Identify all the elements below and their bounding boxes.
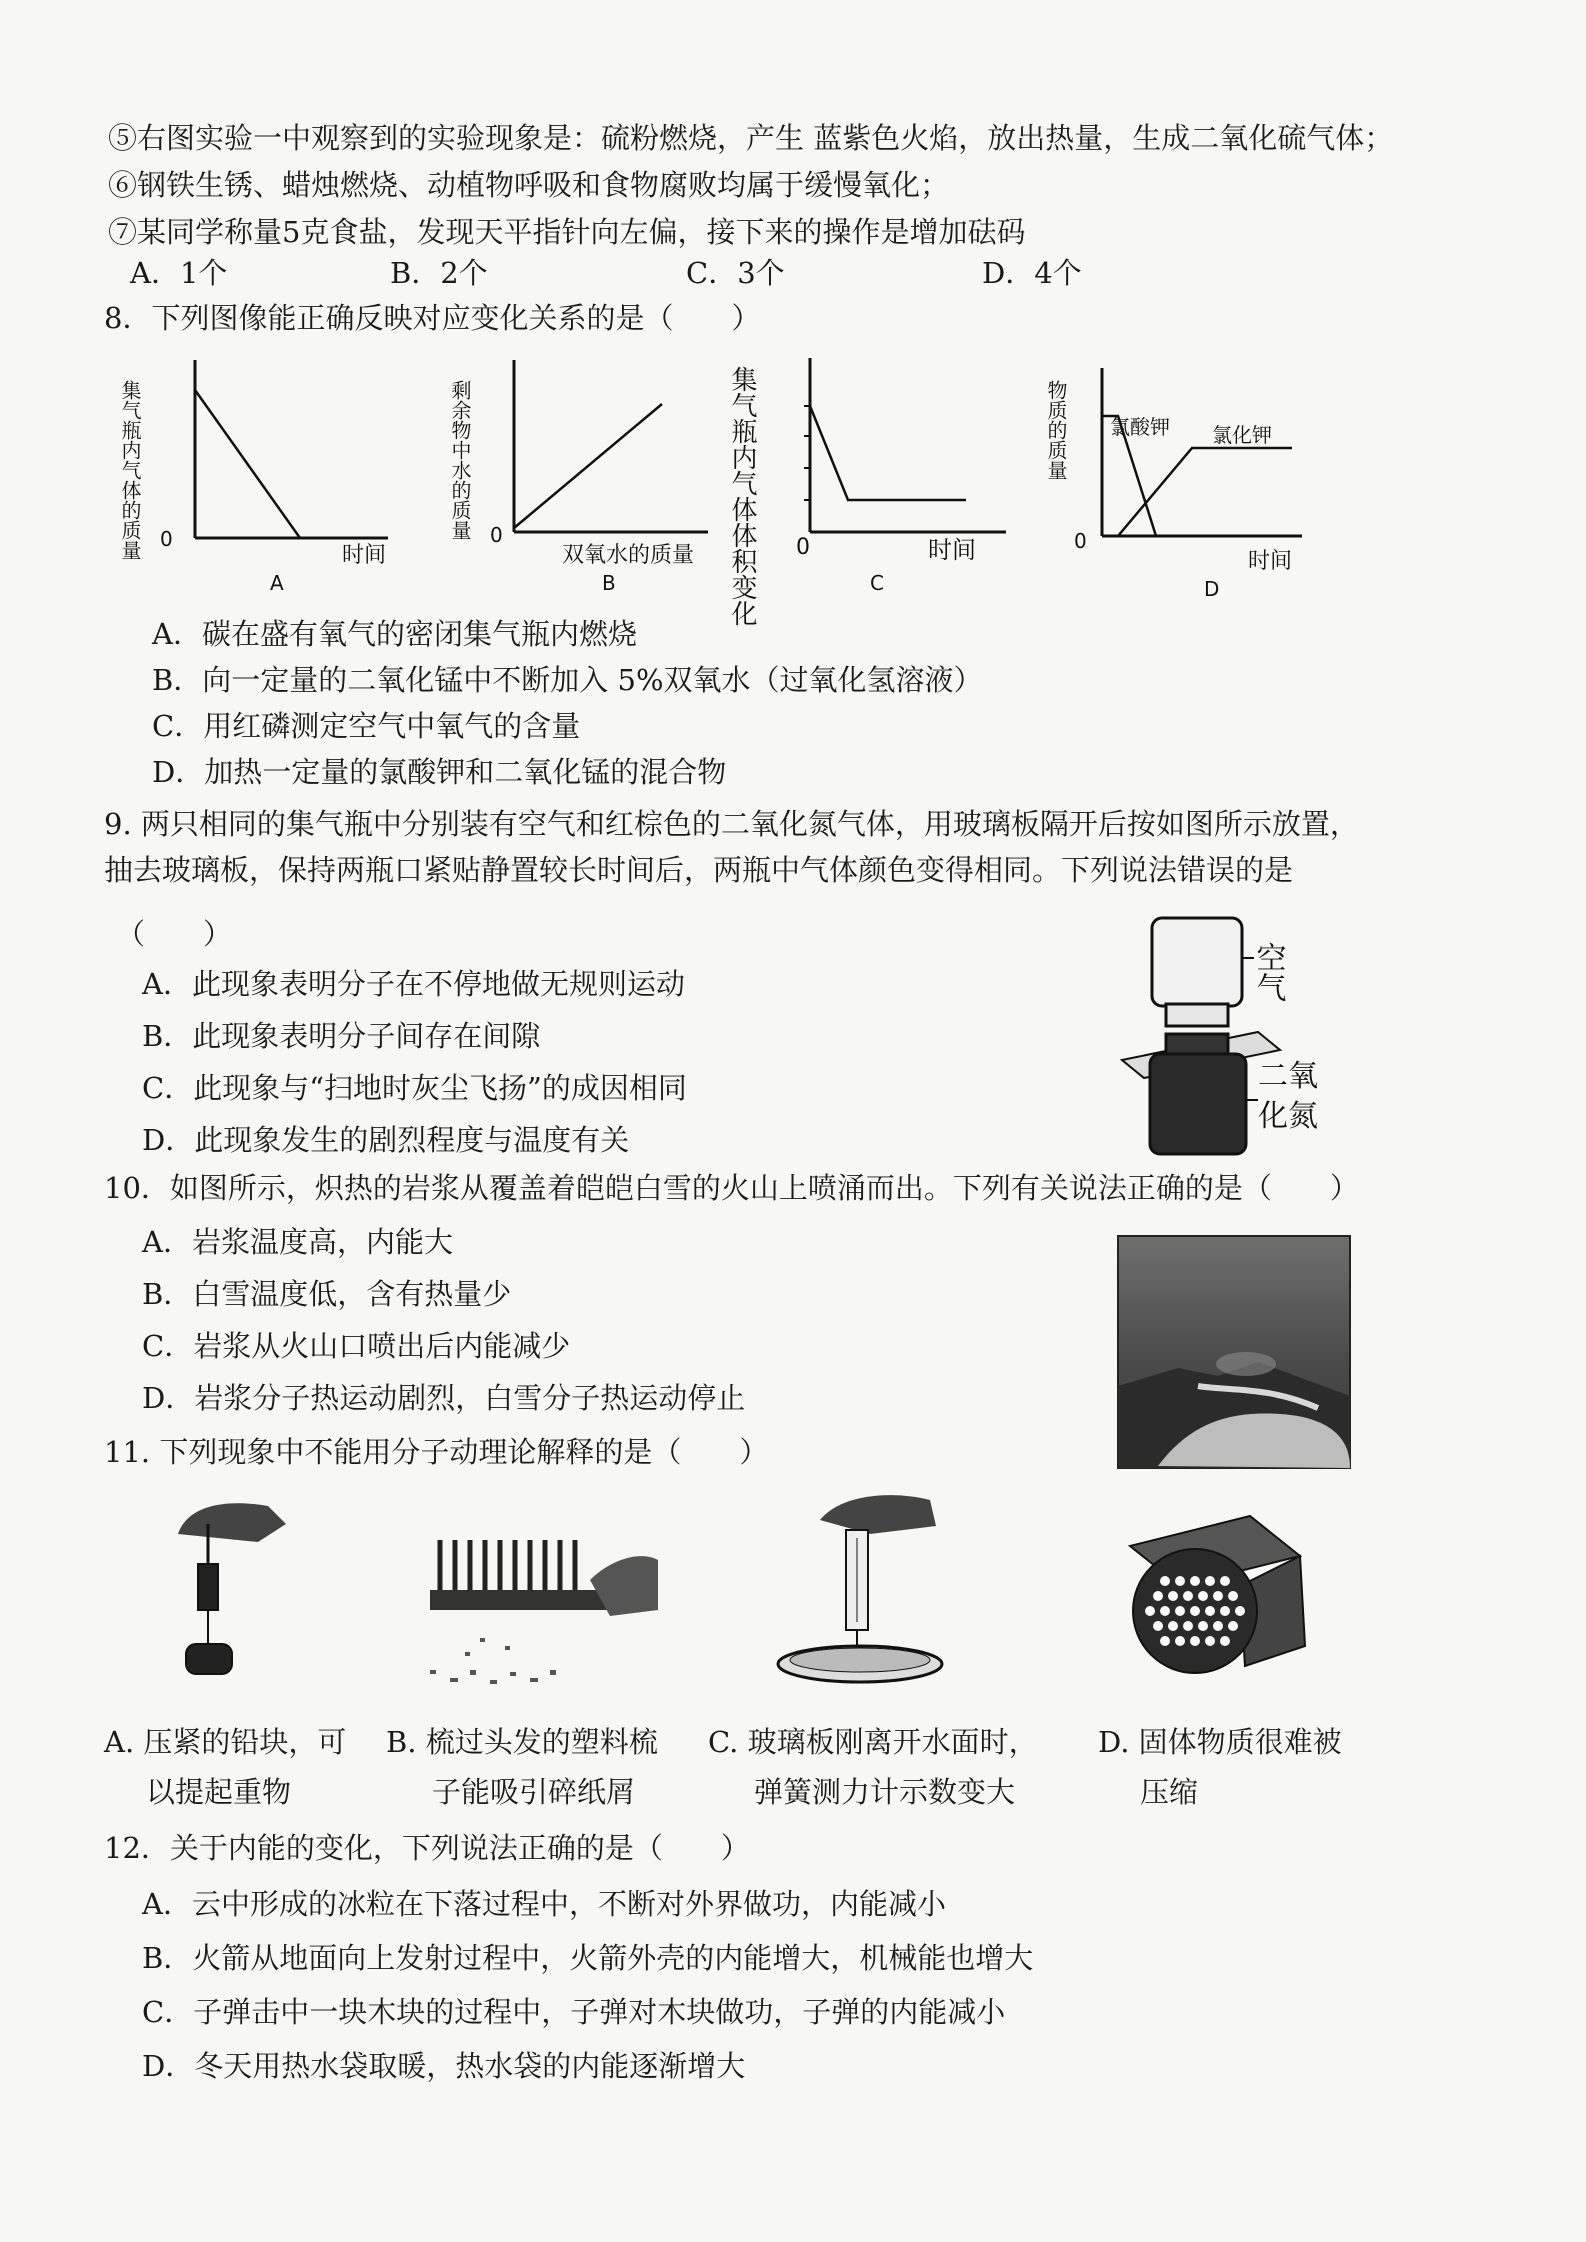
q7-option-c: C．3个 [686, 256, 785, 290]
question-12: 12．关于内能的变化，下列说法正确的是（ ） [104, 1831, 750, 1865]
statement-7: ⑦某同学称量5克食盐，发现天平指针向左偏，接下来的操作是增加砝码 [108, 215, 1026, 249]
q9-option-d: D．此现象发生的剧烈程度与温度有关 [142, 1123, 630, 1157]
graph-a-ylabel: 集气瓶内气体的质量 [118, 380, 142, 560]
graph-b-ylabel: 剩余物中水的质量 [448, 380, 472, 540]
q9-option-c: C．此现象与“扫地时灰尘飞扬”的成因相同 [142, 1071, 687, 1105]
q11-option-c-line2: 弹簧测力计示数变大 [754, 1775, 1016, 1809]
graph-d-series2-label: 氯化钾 [1212, 423, 1272, 447]
q10-option-c: C．岩浆从火山口喷出后内能减少 [142, 1329, 571, 1363]
q10-option-b: B．白雪温度低，含有热量少 [142, 1277, 512, 1311]
q10-option-d: D．岩浆分子热运动剧烈，白雪分子热运动停止 [142, 1381, 746, 1415]
figure-a-lead-blocks [168, 1494, 298, 1694]
graph-c-origin: 0 [796, 535, 810, 560]
gas-jars-figure [1108, 900, 1338, 1160]
question-9-line1: 9. 两只相同的集气瓶中分别装有空气和红棕色的二氧化氮气体，用玻璃板隔开后按如图所示放置， [104, 807, 1359, 841]
q12-option-b: B．火箭从地面向上发射过程中，火箭外壳的内能增大，机械能也增大 [142, 1941, 1034, 1975]
q11-option-b-line1: B. 梳过头发的塑料梳 [386, 1725, 658, 1759]
figure-d-solid-compression [1120, 1496, 1310, 1686]
graph-b-line [514, 404, 662, 528]
graph-d-origin: 0 [1074, 529, 1087, 553]
q11-option-b-line2: 子能吸引碎纸屑 [432, 1775, 636, 1809]
figure-b-comb [410, 1520, 660, 1700]
q11-option-a-line2: 以提起重物 [146, 1775, 292, 1809]
graph-a-line [195, 390, 300, 538]
q10-option-a: A．岩浆温度高，内能大 [142, 1225, 453, 1259]
graph-c-tag: C [870, 571, 884, 595]
graph-d-ylabel: 物质的质量 [1044, 380, 1068, 480]
graph-a-origin: 0 [160, 527, 173, 551]
graph-c-ylabel: 集气瓶内气体体积变化 [727, 366, 757, 626]
air-label: 空气 [1250, 942, 1286, 1002]
q7-option-a: A．1个 [130, 256, 228, 290]
question-8: 8．下列图像能正确反映对应变化关系的是（ ） [104, 301, 761, 335]
q12-option-a: A．云中形成的冰粒在下落过程中，不断对外界做功，内能减小 [142, 1887, 946, 1921]
q12-option-d: D．冬天用热水袋取暖，热水袋的内能逐渐增大 [142, 2049, 746, 2083]
q11-option-c-line1: C. 玻璃板刚离开水面时， [708, 1725, 1038, 1759]
q12-option-c: C．子弹击中一块木块的过程中，子弹对木块做功，子弹的内能减小 [142, 1995, 1006, 2029]
graph-a-tag: A [270, 571, 284, 595]
question-9-line2: 抽去玻璃板，保持两瓶口紧贴静置较长时间后，两瓶中气体颜色变得相同。下列说法错误的是 [104, 853, 1294, 887]
graph-d-tag: D [1204, 577, 1220, 601]
q8-option-d: D．加热一定量的氯酸钾和二氧化锰的混合物 [152, 755, 727, 789]
q11-option-d-line1: D. 固体物质很难被 [1098, 1725, 1342, 1759]
q9-option-a: A．此现象表明分子在不停地做无规则运动 [142, 967, 685, 1001]
graph-b-origin: 0 [490, 523, 503, 547]
statement-6: ⑥钢铁生锈、蜡烛燃烧、动植物呼吸和食物腐败均属于缓慢氧化； [108, 168, 950, 202]
q11-option-d-line2: 压缩 [1140, 1775, 1199, 1809]
graph-b [450, 350, 730, 600]
graph-b-xlabel: 双氧水的质量 [562, 543, 695, 568]
q7-option-d: D．4个 [982, 256, 1082, 290]
graph-d [1044, 360, 1322, 605]
q8-option-b: B．向一定量的二氧化锰中不断加入 5%双氧水（过氧化氢溶液） [152, 663, 983, 697]
volcano-photo [1118, 1236, 1350, 1468]
q7-option-b: B．2个 [390, 256, 488, 290]
graph-a [120, 350, 420, 600]
statement-5: ⑤右图实验一中观察到的实验现象是：硫粉燃烧，产生 蓝紫色火焰，放出热量，生成二氧化硫气体； [108, 121, 1394, 155]
no2-label-1: 二氧 [1258, 1059, 1318, 1094]
graph-a-xlabel: 时间 [342, 543, 387, 568]
graph-d-series2-line [1118, 448, 1292, 536]
graph-c-xlabel: 时间 [928, 536, 976, 564]
figure-c-spring-scale [760, 1490, 960, 1700]
q11-option-a-line1: A. 压紧的铅块，可 [104, 1725, 347, 1759]
question-10: 10．如图所示，炽热的岩浆从覆盖着皑皑白雪的火山上喷涌而出。下列有关说法正确的是（ ） [104, 1171, 1359, 1205]
question-9-paren: （ ） [116, 917, 233, 951]
q8-option-c: C．用红磷测定空气中氧气的含量 [152, 709, 581, 743]
graph-b-tag: B [602, 571, 616, 595]
q8-option-a: A．碳在盛有氧气的密闭集气瓶内燃烧 [152, 617, 637, 651]
graph-d-xlabel: 时间 [1248, 549, 1293, 574]
graph-c [727, 350, 1028, 626]
no2-label-2: 化氮 [1258, 1099, 1318, 1134]
q9-option-b: B．此现象表明分子间存在间隙 [142, 1019, 541, 1053]
question-11: 11. 下列现象中不能用分子动理论解释的是（ ） [104, 1435, 769, 1469]
graph-d-series1-label: 氯酸钾 [1110, 415, 1170, 439]
graph-c-line [810, 406, 966, 500]
